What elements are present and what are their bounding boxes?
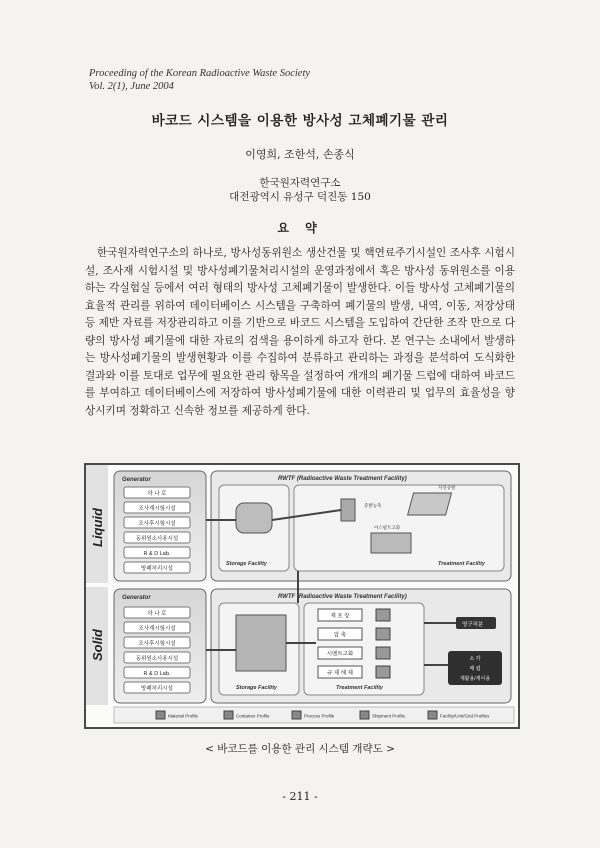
legend-swatch <box>360 711 369 719</box>
legend-label: Shipment Profile <box>372 713 406 719</box>
liquid-label: Liquid <box>90 508 105 547</box>
generator-label: 방폐처리시설 <box>141 686 173 692</box>
solid-storage-label: Storage Facility <box>236 685 277 691</box>
legend-label: Facility/Unit/Grid Profiles <box>440 713 490 719</box>
evaporator-label: 증발농축 <box>364 503 382 508</box>
journal-header <box>89 67 310 93</box>
diagram-svg <box>86 465 518 727</box>
generator-label: 방폐처리시설 <box>141 566 173 572</box>
solid-generator-title: Generator <box>122 595 151 601</box>
natural-evap-label: 자연증발 <box>438 485 456 490</box>
treatment-step-label: 재 포 장 <box>330 613 350 620</box>
liquid-treatment-label: Treatment Facility <box>438 561 485 567</box>
solid-rwtf-title: RWTF (Radioactive Waste Treatment Facility) <box>278 594 407 600</box>
storage-tank-icon <box>236 503 272 533</box>
legend-label: Process Profile <box>304 713 335 719</box>
affiliation-org: 한국원자력연구소 <box>259 177 341 189</box>
affiliation <box>0 176 600 204</box>
generator-label: 동위원소사용시설 <box>135 656 179 662</box>
drum-icon <box>376 628 390 640</box>
clearance-output-label: 소 각 <box>469 656 481 662</box>
drum-stack-icon <box>236 615 286 671</box>
generator-label: 조사재시험시설 <box>138 626 176 632</box>
liquid-storage-label: Storage Facility <box>226 561 267 567</box>
clearance-output-label: 매 립 <box>469 666 481 672</box>
page-number: - 211 - <box>282 790 318 803</box>
evaporation-pond-icon <box>408 493 452 515</box>
authors: 이영희, 조한석, 손종식 <box>245 148 355 161</box>
asphalt-drums-icon <box>371 533 411 553</box>
solid-treatment-label: Treatment Facility <box>336 685 383 691</box>
generator-label: 동위원소사용시설 <box>135 536 179 542</box>
affiliation-address: 대전광역시 유성구 덕진동 150 <box>229 191 371 203</box>
legend-label: Container Profile <box>236 713 270 719</box>
legend-swatch <box>292 711 301 719</box>
treatment-step-label: 시멘트고화 <box>326 651 354 658</box>
figure-caption: < 바코드를 이용한 관리 시스템 개략도 > <box>205 743 395 755</box>
legend-label: Material Profile <box>168 713 199 719</box>
clearance-output-label: 재활용/재이용 <box>459 676 491 682</box>
legend-swatch <box>224 711 233 719</box>
liquid-rwtf-title: RWTF (Radioactive Waste Treatment Facility) <box>278 476 407 482</box>
evaporator-icon <box>341 499 355 521</box>
generator-label: 하 나 로 <box>147 611 167 617</box>
system-diagram <box>84 463 520 729</box>
drum-icon <box>376 609 390 621</box>
solid-label: Solid <box>90 629 105 661</box>
legend-swatch <box>156 711 165 719</box>
generator-label: 하 나 로 <box>147 491 167 497</box>
abstract-text: 한국원자력연구소의 하나로, 방사성동위원소 생산건물 및 핵연료주기시설인 조사후 시험시설, 조사재 시험시설 및 방사성폐기물처리시설의 운영과정에서 혹은 방사성 동위원소를 이용하는 각실험실 등에서 여러 형태의 방사성 고체폐기물이 발생한다. 이들 방사성 고체폐기물의 효율적 관리를 위하여 데이터베이스 시스템을 구축하여 폐기물의 발생, 내역, 이동, 저장상태등 제반 자료를 저장관리하고 이를 기반으로 바코드 시스템을 도입하여 간단한 조작 만으로 다량의 방사성 폐기물에 대한 자료의 검색을 용이하게 하고자 한다. 본 연구는 소내에서 발생하는 방사성폐기물의 발생현황과 이를 수집하여 분류하고 관리하는 과정을 분석하여 도식화한 결과와 이를 토대로 업무에 필요한 관리 항목을 설정하여 개개의 폐기물 드럼에 대하여 바코드를 부여하고 데이터베이스에 저장하여 방사성폐기물에 대한 이력관리 및 업무의 효율성을 향상시키며 정확하고 신속한 정보를 제공하게 한다. <box>85 247 515 417</box>
generator-label: R & D Lab. <box>143 551 171 557</box>
generator-label: 조사후시험시설 <box>138 521 176 527</box>
generator-label: 조사재시험시설 <box>138 506 176 512</box>
liquid-generator-title: Generator <box>122 477 151 483</box>
treatment-step-label: 압 축 <box>333 632 347 639</box>
generator-label: 조사후시험시설 <box>138 641 176 647</box>
abstract-title: 요 약 <box>277 221 323 235</box>
final-disposal-label: 영구처분 <box>462 622 484 628</box>
paper-title: 바코드 시스템을 이용한 방사성 고체폐기물 관리 <box>151 113 449 129</box>
treatment-step-label: 규 제 해 제 <box>327 670 353 677</box>
asphalt-label: 아스팔트고화 <box>374 525 401 530</box>
generator-label: R & D Lab. <box>143 671 171 677</box>
drum-icon <box>376 647 390 659</box>
journal-volume: Vol. 2(1), June 2004 <box>89 81 174 92</box>
journal-name: Proceeding of the Korean Radioactive Waste Society <box>89 68 311 79</box>
drum-icon <box>376 666 390 678</box>
legend-swatch <box>428 711 437 719</box>
